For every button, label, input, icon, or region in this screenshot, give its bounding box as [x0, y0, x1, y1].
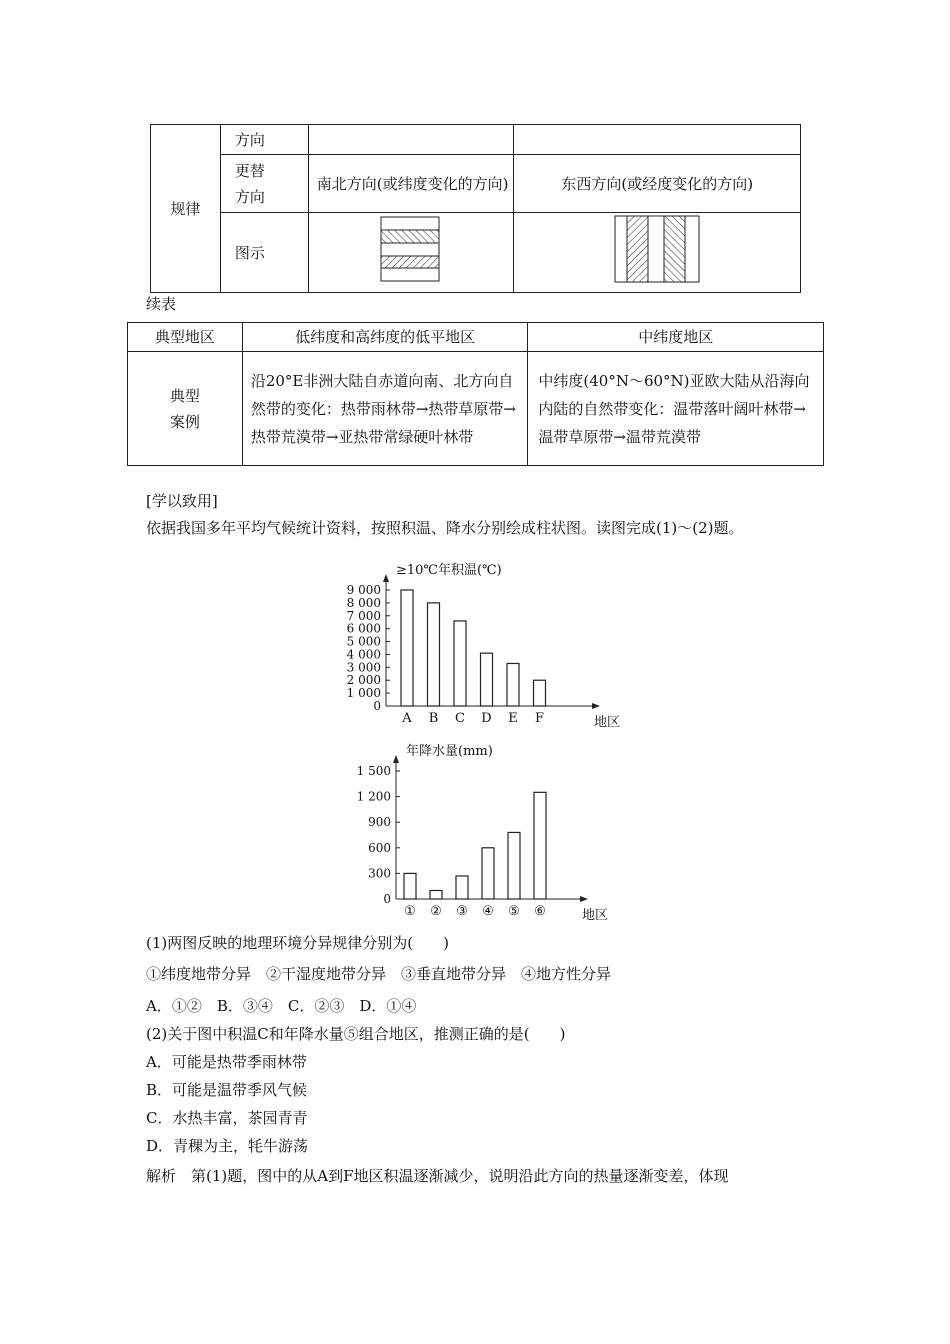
x-tick-label: ③	[456, 904, 468, 919]
y-tick-label: 1 000	[346, 686, 381, 701]
y-tick-label: 2 000	[346, 673, 381, 688]
ew-direction-cell: 东西方向(或经度变化的方向)	[514, 155, 801, 213]
accumulated-temperature-chart	[330, 548, 620, 730]
q1-stem: (1)两图反映的地理环境分异规律分别为( )	[146, 934, 449, 952]
q2-option-a: A．可能是热带季雨林带	[146, 1053, 307, 1071]
bar	[507, 663, 519, 706]
q1-options: A．①② B．③④ C．②③ D．①④	[146, 997, 417, 1015]
y-tick-label: 4 000	[346, 647, 381, 662]
diagram-label: 图示	[220, 213, 308, 293]
y-tick-label: 0	[383, 892, 391, 906]
x-tick-label: ①	[404, 904, 416, 919]
empty-cell	[514, 125, 801, 155]
q2-option-b: B．可能是温带季风气候	[146, 1081, 308, 1099]
x-tick-label: B	[428, 711, 439, 726]
analysis-text: 解析 第(1)题，图中的从A到F地区积温逐渐减少，说明沿此方向的热量逐渐变差，体现	[146, 1167, 729, 1185]
x-tick-label: E	[508, 711, 518, 726]
bar	[430, 890, 442, 899]
ew-diagram-cell	[514, 213, 801, 293]
y-tick-label: 8 000	[346, 595, 381, 610]
x-tick-label: ⑤	[508, 904, 520, 919]
horizontal-zones-diagram	[380, 216, 442, 282]
y-tick-label: 9 000	[346, 583, 381, 597]
y-tick-label: 900	[368, 815, 391, 830]
annual-precipitation-chart	[330, 742, 620, 922]
x-tick-label: A	[402, 711, 412, 726]
bar	[534, 792, 546, 899]
y-tick-label: 6 000	[346, 621, 381, 636]
continued-label: 续表	[146, 295, 177, 313]
chart-title: 年降水量(mm)	[406, 744, 493, 759]
y-tick-label: 5 000	[346, 634, 381, 649]
chart-title: ≥10℃年积温(℃)	[396, 563, 502, 578]
x-tick-label: ④	[482, 904, 494, 919]
bar	[454, 621, 466, 706]
x-tick-label: ②	[430, 904, 442, 919]
y-axis-arrow	[383, 574, 389, 582]
x-axis-label: 地区	[594, 715, 620, 730]
bar	[508, 832, 520, 899]
rule-row-header: 规律	[151, 125, 221, 293]
x-axis-arrow	[592, 703, 600, 709]
y-tick-label: 300	[368, 866, 391, 881]
x-axis-arrow	[580, 896, 588, 902]
q2-option-d: D．青稞为主，牦牛游荡	[146, 1137, 309, 1155]
col-header-region: 典型地区	[128, 323, 243, 352]
q2-stem: (2)关于图中积温C和年降水量⑤组合地区，推测正确的是( )	[146, 1025, 566, 1043]
x-axis-label: 地区	[582, 908, 609, 922]
col-header-low-lat: 低纬度和高纬度的低平地区	[242, 323, 528, 352]
y-tick-label: 1 200	[356, 789, 391, 804]
direction-cont-cell: 方向	[220, 125, 308, 155]
rules-table	[150, 124, 801, 293]
y-axis-arrow	[393, 755, 399, 763]
y-tick-label: 600	[368, 840, 391, 855]
ns-diagram-cell	[308, 213, 514, 293]
x-tick-label: ⑥	[534, 904, 546, 919]
y-tick-label: 0	[373, 699, 381, 713]
ns-direction-cell: 南北方向(或纬度变化的方向)	[308, 155, 514, 213]
empty-cell	[308, 125, 514, 155]
intro-text: 依据我国多年平均气候统计资料，按照积温、降水分别绘成柱状图。读图完成(1)～(2)题。	[146, 519, 744, 537]
bar	[401, 590, 413, 706]
q1-items: ①纬度地带分异 ②干湿度地带分异 ③垂直地带分异 ④地方性分异	[146, 965, 612, 983]
bar	[534, 680, 546, 706]
alternation-label: 更替 方向	[220, 155, 308, 213]
x-tick-label: F	[534, 711, 545, 726]
bar	[456, 876, 468, 899]
x-tick-label: C	[455, 711, 465, 726]
bar	[482, 848, 494, 899]
section-title: [学以致用]	[146, 492, 218, 510]
y-tick-label: 3 000	[346, 660, 381, 675]
q2-option-c: C．水热丰富，茶园青青	[146, 1109, 308, 1127]
bar	[481, 653, 493, 706]
bar	[404, 873, 416, 899]
case-row-label: 典型 案例	[128, 352, 243, 466]
x-tick-label: D	[481, 711, 492, 726]
bar	[428, 603, 440, 706]
case-low-lat: 沿20°E非洲大陆自赤道向南、北方向自然带的变化：热带雨林带→热带草原带→热带荒漠带→亚热带常绿硬叶林带	[242, 352, 528, 466]
cases-table	[127, 322, 824, 466]
y-tick-label: 1 500	[356, 764, 391, 778]
y-tick-label: 7 000	[346, 608, 381, 623]
col-header-mid-lat: 中纬度地区	[528, 323, 824, 352]
vertical-zones-diagram	[614, 215, 700, 283]
case-mid-lat: 中纬度(40°N～60°N)亚欧大陆从沿海向内陆的自然带变化：温带落叶阔叶林带→温带草原带→温带荒漠带	[528, 352, 824, 466]
